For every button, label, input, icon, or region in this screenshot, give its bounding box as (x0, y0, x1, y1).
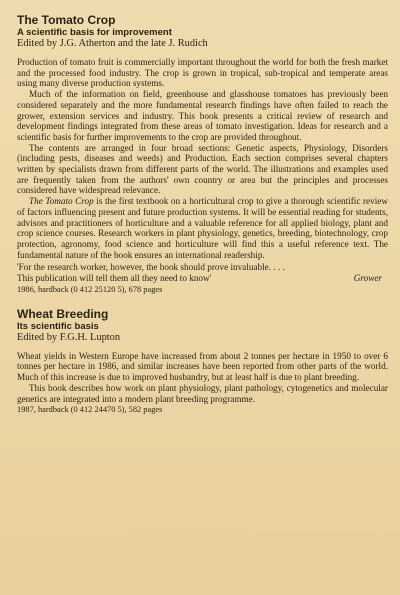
review-quote-row (17, 273, 388, 284)
book-editors: Edited by J.G. Atherton and the late J. Rudich (17, 38, 208, 49)
book-editors: Edited by F.G.H. Lupton (17, 331, 121, 343)
description-paragraph: Production of tomato fruit is commercially important throughout the world for both the fresh market and the processed food industry. The crop is grown in tropical, sub-tropical and temperate areas using many diverse production systems. (17, 57, 388, 89)
book-title-inline: The Tomato Crop (29, 196, 94, 207)
publication-info: 1986, hardback (0 412 25120 5), 678 pages (17, 284, 163, 294)
book-subtitle: A scientific basis for improvement (17, 27, 172, 38)
description-paragraph: Much of the information on field, greenhouse and glasshouse tomatoes has previously been considered separately and the more fundamental research findings have often failed to reach the grower, extension services and industry. This book presents a critical review of research and development findings integrated from these areas of tomato investigation. Ideas for research and a scientific basis for further improvements to the crop are provided throughout. (17, 89, 388, 142)
book-subtitle: Its scientific basis (17, 320, 99, 332)
book-entry-tomato-crop (17, 14, 388, 295)
book-entry-wheat-breeding (17, 308, 388, 416)
section-gap (17, 295, 388, 308)
book-title: Wheat Breeding (17, 306, 109, 321)
description-paragraph (17, 196, 388, 260)
description-paragraph: This book describes how work on plant physiology, plant pathology, cytogenetics and molecular genetics are integrated into a modern plant breeding programme. (17, 382, 388, 404)
description-paragraph: Wheat yields in Western Europe have increased from about 2 tonnes per hectare in 1950 to over 6 tonnes per hectare in 1986, and similar increases have been reported from other parts of the world. Much of this increase is due to improved husbandry, but at least half is due to plant breeding. (17, 350, 388, 383)
review-quote: 'For the research worker, however, the book should prove invaluable. . . . (17, 262, 285, 273)
publication-info: 1987, hardback (0 412 24470 5), 582 pages (17, 405, 163, 415)
paragraph-text: is the first textbook on a horticultural crop to give a thorough scientific review of factors influencing present and future production systems. It will be essential reading for students, advisors and practitioners of horticulture and a valuable reference for all applied biology, plant and crop science courses. Research workers in plant physiology, genetics, breeding, biotechnology, crop protection, agronomy, food science and horticulture will find this a useful reference text. The fundamental nature of the book ensures an international readership. (17, 196, 388, 260)
review-source: Grower (353, 273, 382, 284)
review-quote-continuation: This publication will tell them all they need to know' (17, 273, 212, 284)
description-paragraph: The contents are arranged in four broad sections: Genetic aspects, Physiology, Disorders (including pests, diseases and weeds) and Production. Each section comprises several chapters written by specialists drawn from different parts of the world. The illustrations and examples used are frequently taken from the authors' own country or area but the principles and processes considered have widespread relevance. (17, 142, 388, 196)
book-title: The Tomato Crop (17, 13, 116, 27)
